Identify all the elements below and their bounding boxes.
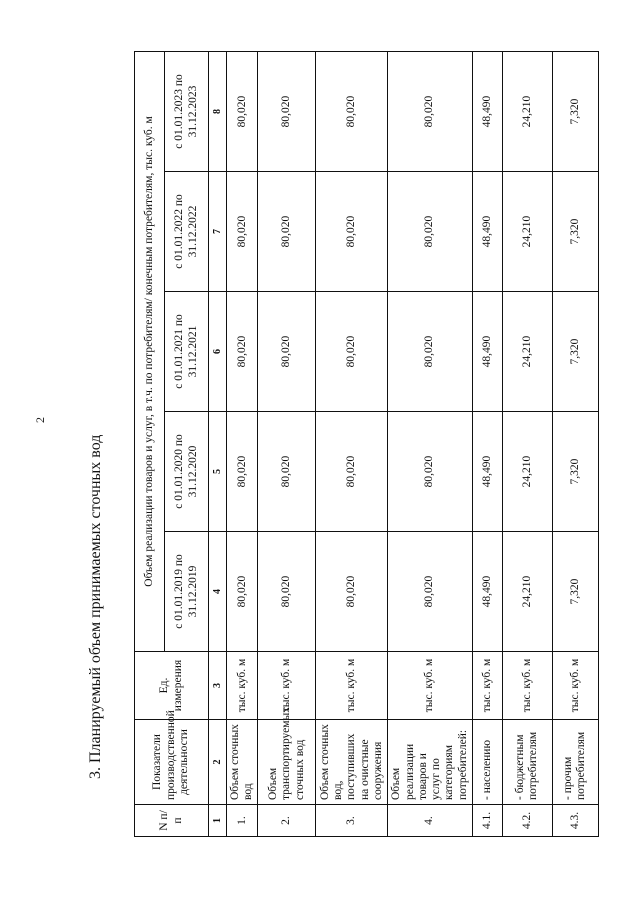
row-value: 80,020: [258, 292, 316, 412]
column-index: 3: [209, 652, 227, 720]
table-row: [472, 51, 502, 836]
header-period-2019: с 01.01.2019 по 31.12.2019: [165, 532, 209, 652]
row-value: 80,020: [388, 532, 472, 652]
row-value: 80,020: [388, 412, 472, 532]
row-value: 7,320: [552, 292, 598, 412]
table-row: [258, 51, 316, 836]
row-value: 48,490: [472, 412, 502, 532]
row-num: 2.: [258, 805, 316, 837]
row-value: 80,020: [388, 172, 472, 292]
row-unit: тыс. куб. м: [388, 652, 472, 720]
row-value: 48,490: [472, 532, 502, 652]
row-indicator: Объем сточных вод: [227, 720, 258, 805]
rotated-content-frame: [76, 52, 601, 837]
row-value: 7,320: [552, 412, 598, 532]
column-index: 6: [209, 292, 227, 412]
row-unit: тыс. куб. м: [502, 652, 552, 720]
row-num: 4.: [388, 805, 472, 837]
row-indicator: Объем реализации товаров и услуг по категориям потребителей:: [388, 720, 472, 805]
row-num: 1.: [227, 805, 258, 837]
section-title: 3. Планируемый объем принимаемых сточных вод: [87, 434, 104, 779]
table-row: [552, 51, 598, 836]
header-period-2021: с 01.01.2021 по 31.12.2021: [165, 292, 209, 412]
table-row: [502, 51, 552, 836]
header-num: N п/п: [135, 805, 209, 837]
row-value: 48,490: [472, 292, 502, 412]
row-value: 80,020: [258, 172, 316, 292]
row-unit: тыс. куб. м: [472, 652, 502, 720]
row-value: 7,320: [552, 532, 598, 652]
row-indicator: Объем транспортируемых сточных вод: [258, 720, 316, 805]
header-unit: Ед. измерения: [135, 652, 209, 720]
header-period-2020: с 01.01.2020 по 31.12.2020: [165, 412, 209, 532]
row-value: 24,210: [502, 412, 552, 532]
row-value: 80,020: [227, 532, 258, 652]
column-index: 7: [209, 172, 227, 292]
rotated-content: [76, 52, 601, 837]
row-value: 24,210: [502, 172, 552, 292]
row-value: 24,210: [502, 532, 552, 652]
row-value: 80,020: [227, 51, 258, 171]
row-value: 80,020: [258, 532, 316, 652]
row-indicator: - населению: [472, 720, 502, 805]
wastewater-volume-table: [134, 51, 599, 837]
header-volume: Объем реализации товаров и услуг, в т.ч. по потребителям/ конечным потребителям, тыс. куб. м: [135, 51, 165, 651]
row-value: 80,020: [316, 532, 388, 652]
row-value: 80,020: [388, 51, 472, 171]
row-value: 80,020: [316, 172, 388, 292]
row-value: 80,020: [258, 51, 316, 171]
row-value: 80,020: [316, 51, 388, 171]
header-indicator: Показатели производственной деятельности: [135, 720, 209, 805]
row-unit: тыс. куб. м: [316, 652, 388, 720]
row-value: 80,020: [388, 292, 472, 412]
row-value: 7,320: [552, 172, 598, 292]
row-num: 3.: [316, 805, 388, 837]
row-unit: тыс. куб. м: [227, 652, 258, 720]
row-num: 4.2.: [502, 805, 552, 837]
row-value: 80,020: [227, 412, 258, 532]
column-index: 1: [209, 805, 227, 837]
header-period-2023: с 01.01.2023 по 31.12.2023: [165, 51, 209, 171]
row-value: 80,020: [316, 292, 388, 412]
row-value: 48,490: [472, 51, 502, 171]
row-value: 24,210: [502, 51, 552, 171]
row-indicator: Объем сточных вод, поступивших на очистные сооружения: [316, 720, 388, 805]
row-value: 48,490: [472, 172, 502, 292]
row-indicator: - бюджетным потребителям: [502, 720, 552, 805]
row-unit: тыс. куб. м: [258, 652, 316, 720]
header-period-2022: с 01.01.2022 по 31.12.2022: [165, 172, 209, 292]
table-row: [227, 51, 258, 836]
row-num: 4.1.: [472, 805, 502, 837]
row-indicator: - прочим потребителям: [552, 720, 598, 805]
column-index: 5: [209, 412, 227, 532]
page-number: 2: [33, 417, 47, 423]
row-value: 24,210: [502, 292, 552, 412]
table-row: [388, 51, 472, 836]
table-row: [316, 51, 388, 836]
row-num: 4.3.: [552, 805, 598, 837]
row-value: 80,020: [227, 292, 258, 412]
row-unit: тыс. куб. м: [552, 652, 598, 720]
row-value: 7,320: [552, 51, 598, 171]
column-index: 8: [209, 51, 227, 171]
column-index: 2: [209, 720, 227, 805]
row-value: 80,020: [227, 172, 258, 292]
row-value: 80,020: [258, 412, 316, 532]
column-index: 4: [209, 532, 227, 652]
row-value: 80,020: [316, 412, 388, 532]
